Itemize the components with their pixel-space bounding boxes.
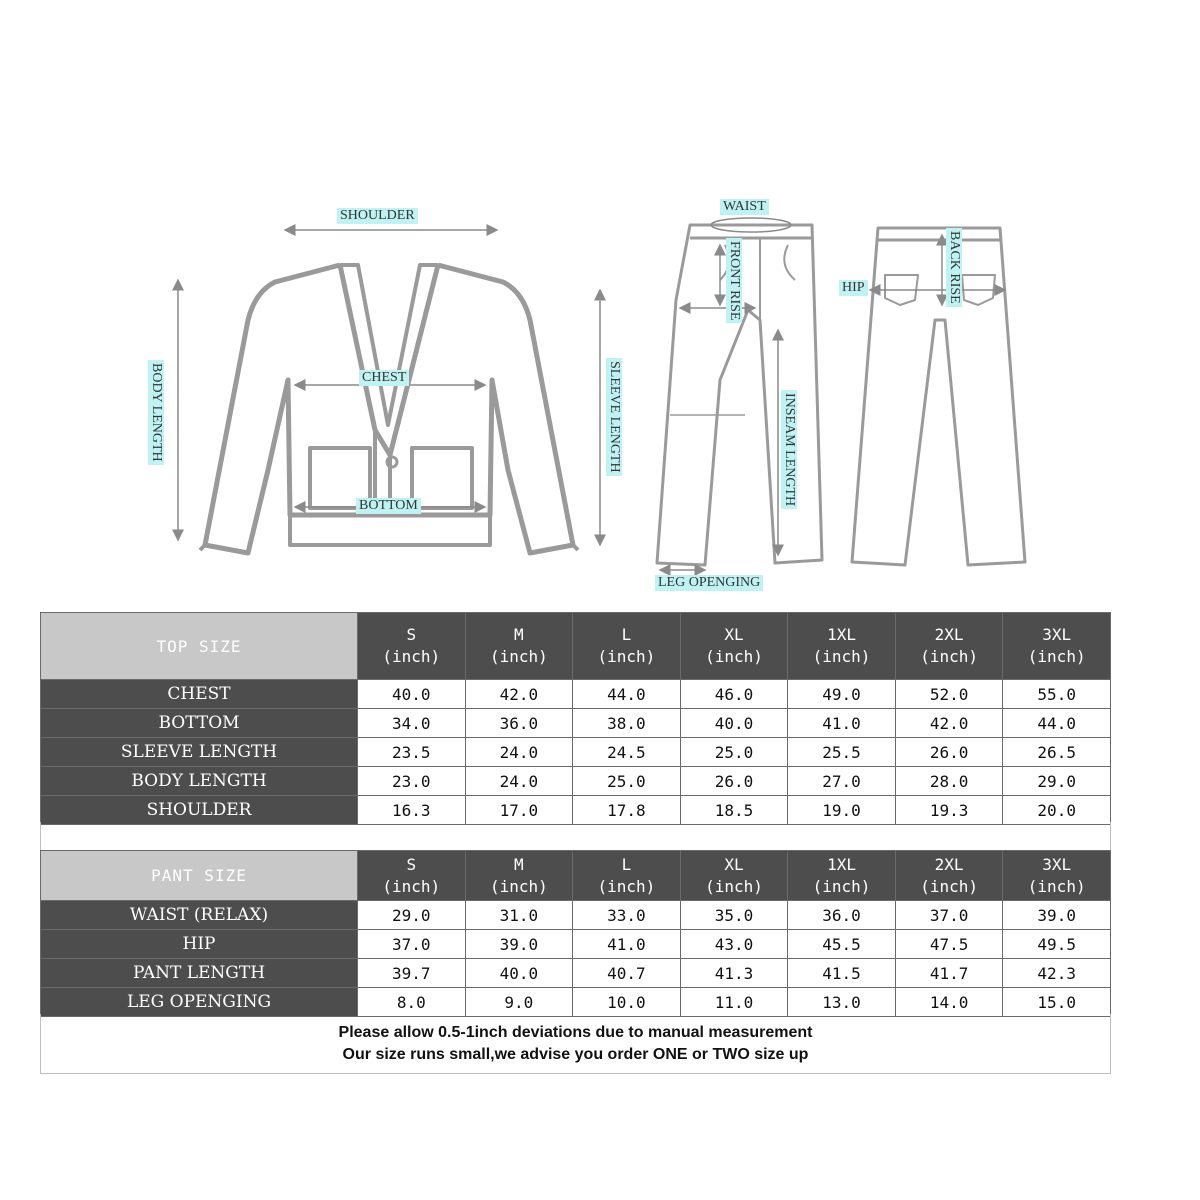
table-cell: 23.0 [358, 767, 466, 796]
table-cell: 9.0 [465, 988, 573, 1017]
table-cell: 15.0 [1003, 988, 1111, 1017]
pant-col-header: L (inch) [573, 851, 681, 901]
row-label: PANT LENGTH [41, 959, 358, 988]
top-size-table [40, 612, 1111, 825]
table-cell: 24.5 [573, 738, 681, 767]
table-cell: 28.0 [895, 767, 1003, 796]
table-row [41, 988, 1111, 1017]
table-cell: 26.0 [680, 767, 788, 796]
table-row [41, 738, 1111, 767]
table-cell: 41.0 [788, 709, 896, 738]
table-cell: 24.0 [465, 767, 573, 796]
row-label: CHEST [41, 680, 358, 709]
table-cell: 23.5 [358, 738, 466, 767]
top-col-header: 2XL (inch) [895, 613, 1003, 680]
pant-col-header: 2XL (inch) [895, 851, 1003, 901]
note-line-size-advice: Our size runs small,we advise you order ONE or TWO size up [342, 1046, 809, 1063]
table-cell: 49.0 [788, 680, 896, 709]
table-cell: 8.0 [358, 988, 466, 1017]
table-cell: 44.0 [1003, 709, 1111, 738]
back-pants-sketch [852, 228, 1025, 565]
table-cell: 29.0 [1003, 767, 1111, 796]
pant-col-header: M (inch) [465, 851, 573, 901]
table-cell: 42.0 [895, 709, 1003, 738]
table-cell: 17.8 [573, 796, 681, 825]
shoulder-label: SHOULDER [337, 208, 418, 224]
table-cell: 39.0 [1003, 901, 1111, 930]
table-cell: 34.0 [358, 709, 466, 738]
pant-table-header [41, 851, 1111, 901]
table-cell: 17.0 [465, 796, 573, 825]
top-col-header: 1XL (inch) [788, 613, 896, 680]
table-cell: 14.0 [895, 988, 1003, 1017]
row-label: SHOULDER [41, 796, 358, 825]
table-row [41, 709, 1111, 738]
top-table-header [41, 613, 1111, 680]
table-cell: 42.0 [465, 680, 573, 709]
table-cell: 41.5 [788, 959, 896, 988]
pant-size-table [40, 850, 1111, 1017]
table-cell: 40.0 [680, 709, 788, 738]
chest-label: CHEST [359, 370, 409, 386]
top-size-corner: TOP SIZE [41, 613, 358, 680]
table-cell: 25.0 [573, 767, 681, 796]
pant-col-header: S (inch) [358, 851, 466, 901]
table-row [41, 767, 1111, 796]
bottom-label: BOTTOM [356, 498, 421, 514]
table-cell: 25.5 [788, 738, 896, 767]
table-cell: 45.5 [788, 930, 896, 959]
table-cell: 49.5 [1003, 930, 1111, 959]
waist-label: WAIST [720, 199, 769, 215]
table-row [41, 901, 1111, 930]
row-label: SLEEVE LENGTH [41, 738, 358, 767]
table-cell: 39.0 [465, 930, 573, 959]
table-cell: 25.0 [680, 738, 788, 767]
table-spacer [40, 822, 1111, 850]
leg-opening-label: LEG OPENGING [655, 575, 763, 591]
table-row [41, 796, 1111, 825]
table-cell: 10.0 [573, 988, 681, 1017]
table-cell: 27.0 [788, 767, 896, 796]
top-col-header: XL (inch) [680, 613, 788, 680]
top-col-header: M (inch) [465, 613, 573, 680]
table-cell: 41.0 [573, 930, 681, 959]
back-rise-label: BACK RISE [946, 228, 962, 307]
table-cell: 37.0 [895, 901, 1003, 930]
body-length-label: BODY LENGTH [148, 360, 164, 465]
table-cell: 40.0 [358, 680, 466, 709]
size-notes [40, 1014, 1111, 1074]
row-label: BODY LENGTH [41, 767, 358, 796]
table-cell: 24.0 [465, 738, 573, 767]
table-cell: 29.0 [358, 901, 466, 930]
table-row [41, 959, 1111, 988]
table-cell: 55.0 [1003, 680, 1111, 709]
table-cell: 36.0 [465, 709, 573, 738]
table-cell: 31.0 [465, 901, 573, 930]
table-cell: 47.5 [895, 930, 1003, 959]
table-cell: 42.3 [1003, 959, 1111, 988]
table-cell: 36.0 [788, 901, 896, 930]
inseam-length-label: INSEAM LENGTH [781, 390, 797, 509]
table-cell: 19.0 [788, 796, 896, 825]
pant-size-corner: PANT SIZE [41, 851, 358, 901]
sleeve-length-label: SLEEVE LENGTH [606, 358, 622, 476]
table-cell: 41.3 [680, 959, 788, 988]
table-cell: 37.0 [358, 930, 466, 959]
table-cell: 44.0 [573, 680, 681, 709]
table-cell: 41.7 [895, 959, 1003, 988]
table-cell: 39.7 [358, 959, 466, 988]
row-label: BOTTOM [41, 709, 358, 738]
table-cell: 38.0 [573, 709, 681, 738]
top-col-header: S (inch) [358, 613, 466, 680]
pant-col-header: 1XL (inch) [788, 851, 896, 901]
table-cell: 11.0 [680, 988, 788, 1017]
back-pants-measure-lines [870, 235, 1005, 305]
row-label: HIP [41, 930, 358, 959]
table-cell: 52.0 [895, 680, 1003, 709]
table-cell: 40.0 [465, 959, 573, 988]
hip-label: HIP [839, 280, 868, 296]
table-row [41, 930, 1111, 959]
row-label: LEG OPENGING [41, 988, 358, 1017]
table-cell: 18.5 [680, 796, 788, 825]
note-line-deviation: Please allow 0.5-1inch deviations due to manual measurement [338, 1024, 813, 1041]
table-cell: 35.0 [680, 901, 788, 930]
row-label: WAIST (RELAX) [41, 901, 358, 930]
top-col-header: 3XL (inch) [1003, 613, 1111, 680]
table-cell: 43.0 [680, 930, 788, 959]
table-cell: 33.0 [573, 901, 681, 930]
table-cell: 26.5 [1003, 738, 1111, 767]
table-cell: 20.0 [1003, 796, 1111, 825]
pant-col-header: 3XL (inch) [1003, 851, 1111, 901]
top-col-header: L (inch) [573, 613, 681, 680]
table-cell: 26.0 [895, 738, 1003, 767]
table-cell: 46.0 [680, 680, 788, 709]
table-row [41, 680, 1111, 709]
table-cell: 16.3 [358, 796, 466, 825]
front-rise-label: FRONT RISE [726, 238, 742, 323]
table-cell: 19.3 [895, 796, 1003, 825]
table-cell: 40.7 [573, 959, 681, 988]
pant-col-header: XL (inch) [680, 851, 788, 901]
table-cell: 13.0 [788, 988, 896, 1017]
